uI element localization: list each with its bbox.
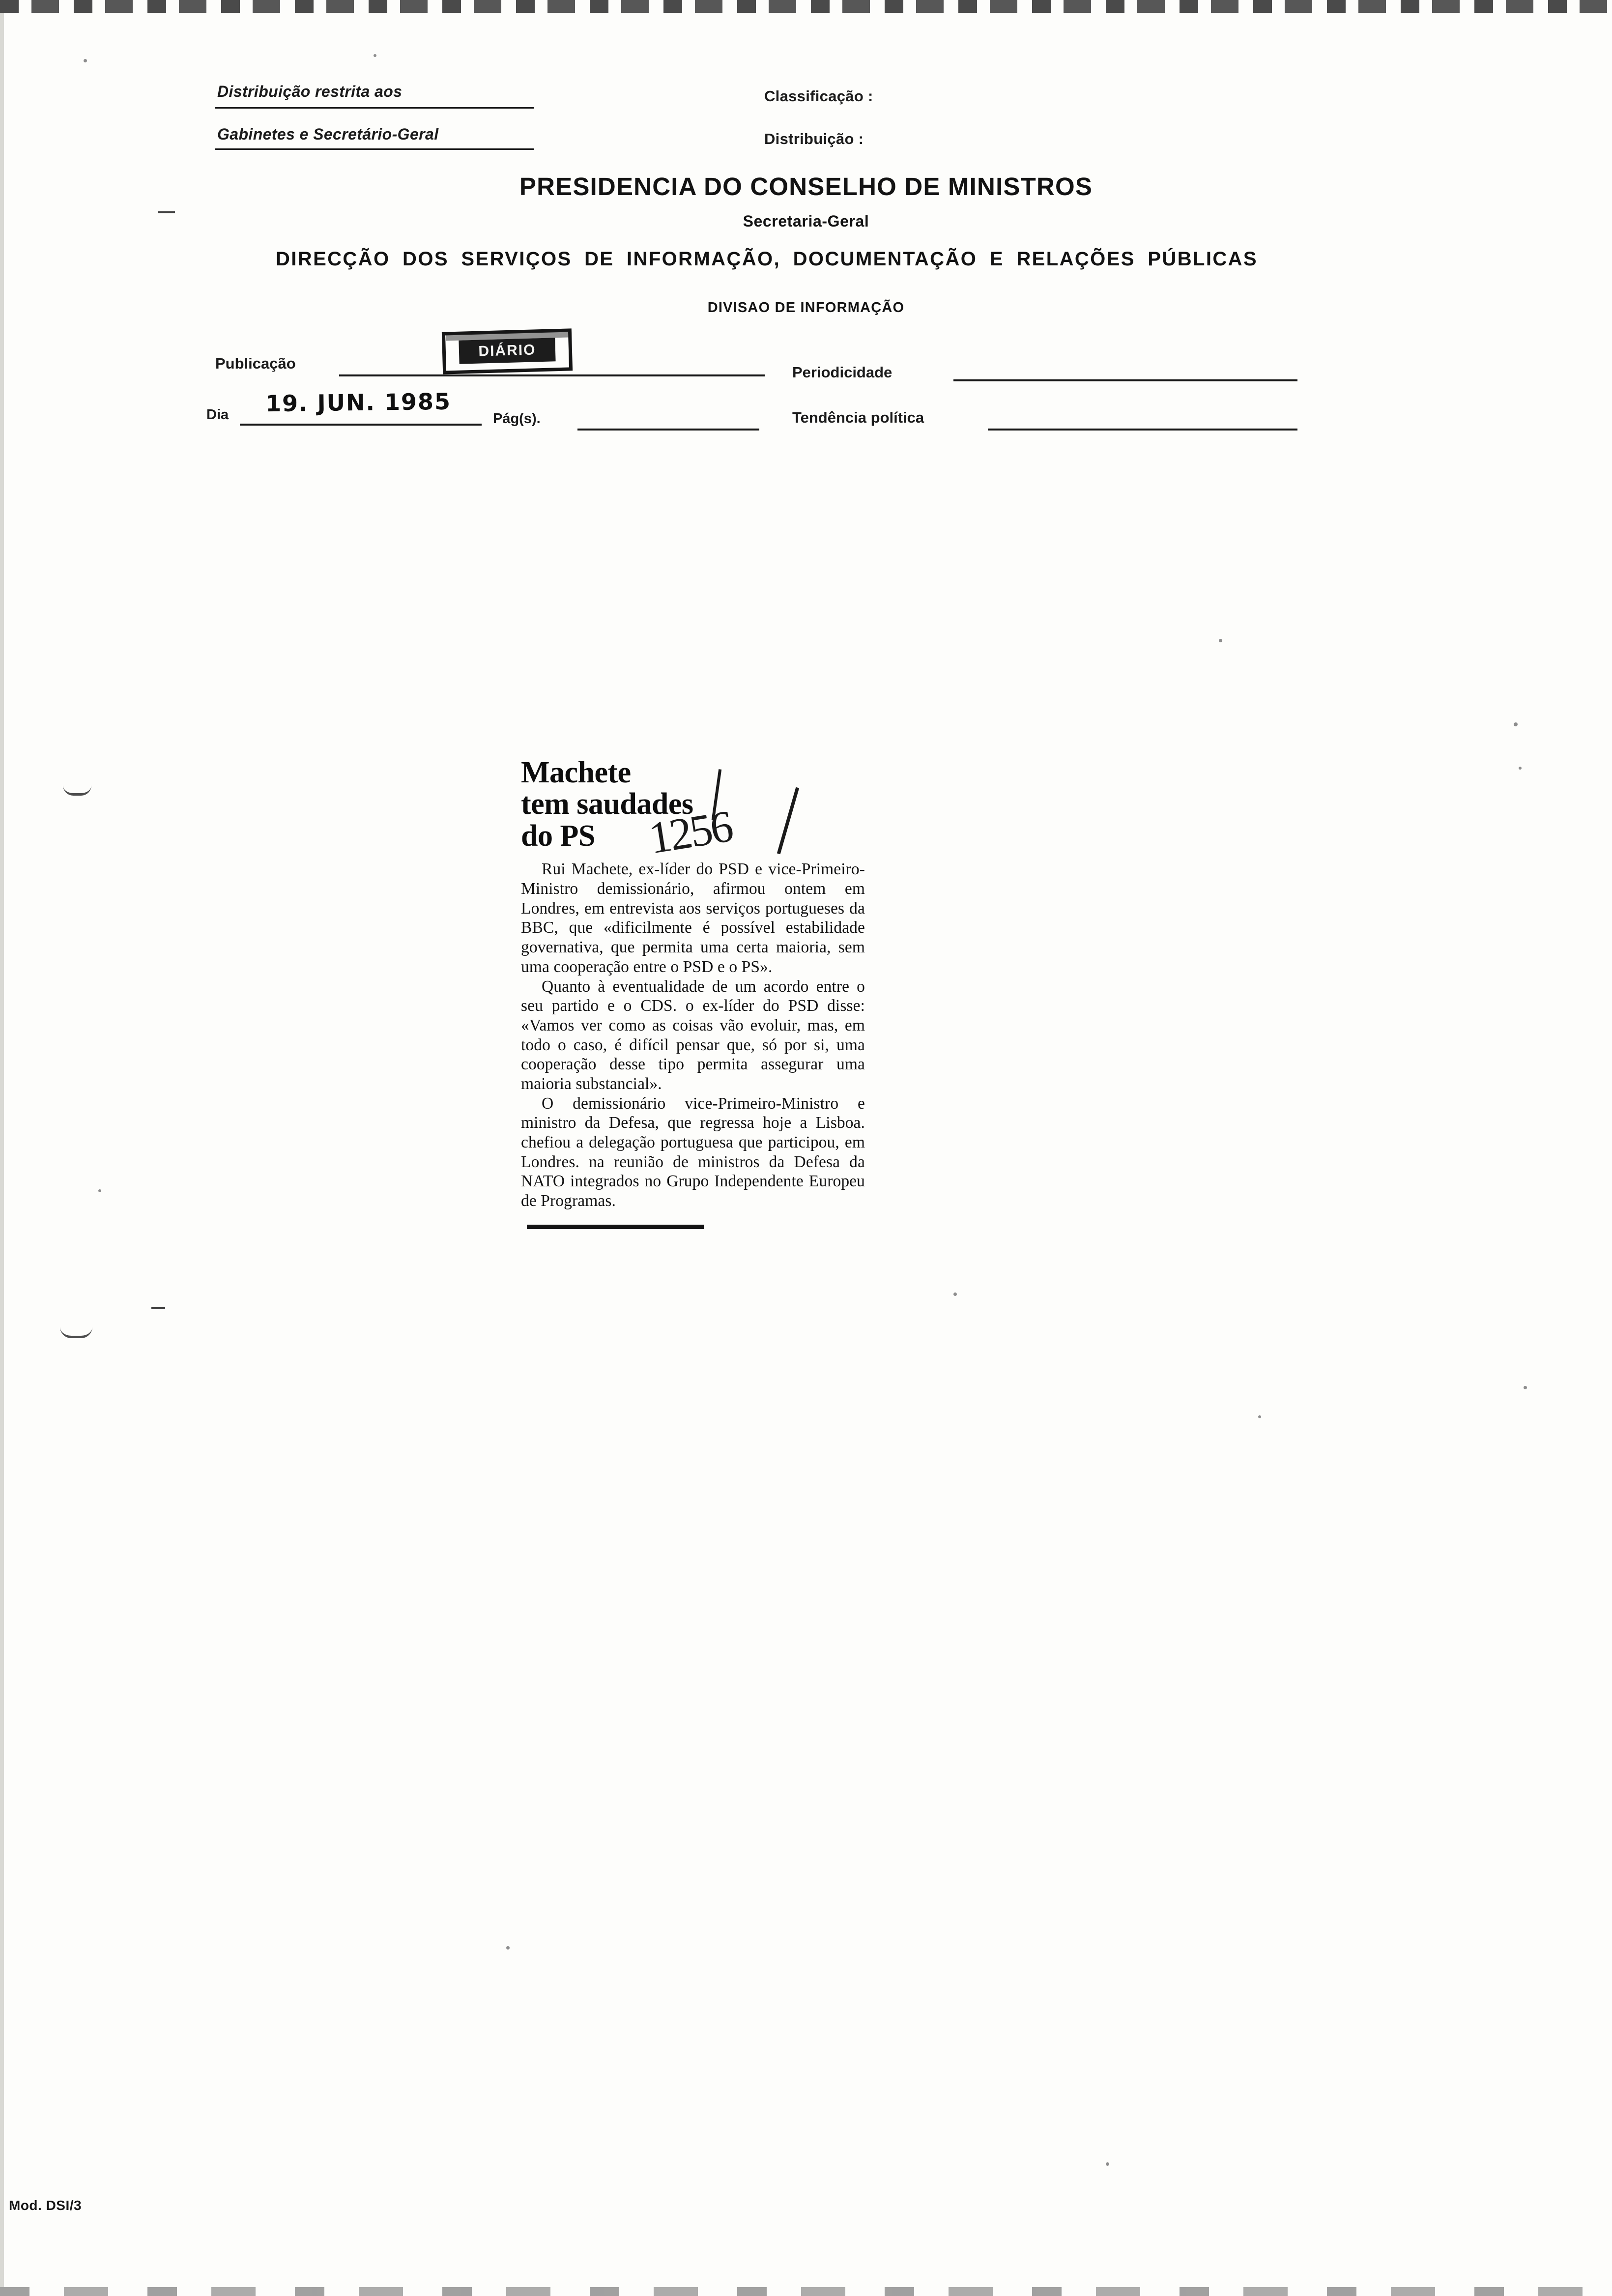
scan-edge-bottom [0,2287,1612,2296]
headline-line-3: do PS [521,819,595,853]
scan-speck [1106,2162,1109,2166]
scan-speck [1524,1386,1527,1389]
distribution-restriction-line-1: Distribuição restrita aos [217,83,403,100]
tendencia-politica-label: Tendência política [792,409,924,426]
scan-speck [506,1946,510,1950]
scan-speck [1519,767,1522,770]
form-code: Mod. DSI/3 [9,2198,82,2213]
periodicidade-label: Periodicidade [792,364,892,381]
dia-field-line [240,424,482,426]
dia-label: Dia [206,407,229,423]
organization-direction: DIRECÇÃO DOS SERVIÇOS DE INFORMAÇÃO, DOCUMENTAÇÃO E RELAÇÕES PÚBLICAS [275,248,1258,270]
distribution-underline-1 [215,107,534,109]
scan-speck [1514,722,1518,726]
periodicidade-field-line [953,379,1297,381]
scan-speck [84,59,87,62]
scan-edge-top [0,0,1612,13]
scan-artifact-dash-lower [151,1307,165,1309]
scan-speck [1258,1415,1261,1418]
clipping-headline [521,757,865,852]
organization-title: PRESIDENCIA DO CONSELHO DE MINISTROS [519,172,1093,201]
scan-speck [1219,639,1222,642]
stamp-text: DIÁRIO [459,338,555,364]
scan-artifact-curve-upper [63,785,91,796]
clipping-body [521,860,865,1210]
scan-speck [953,1292,957,1296]
date-stamp-value: 19. JUN. 1985 [265,388,452,417]
clipping-end-rule [527,1225,704,1229]
clipping-paragraph: O demissionário vice-Primeiro-Ministro e ministro da Defesa, que regressa hoje a Lisboa. chefiou a delegação portuguesa que participou, em Londres. na reunião de ministros da Defesa da NATO integrados no Grupo Independente Europeu de Programas. [521,1094,865,1210]
publicacao-label: Publicação [215,355,296,372]
distribution-underline-2 [215,148,534,150]
scan-artifact-dash-upper [158,211,175,213]
distribuicao-label: Distribuição : [764,130,864,147]
pags-field-line [577,429,759,430]
clipping-paragraph: Rui Machete, ex-líder do PSD e vice-Primeiro-Ministro demissionário, afirmou ontem em Londres, em entrevista aos serviços portugueses da BBC, que «dificilmente é possível estabilidade governativa, que permita uma certa maioria, sem uma cooperação entre o PSD e o PS». [521,860,865,976]
headline-line-2: tem saudades [521,787,693,821]
organization-division: DIVISAO DE INFORMAÇÃO [707,300,905,316]
clipping-paragraph: Quanto à eventualidade de um acordo entre o seu partido e o CDS. o ex-líder do PSD disse: «Vamos ver como as coisas vão evoluir, mas, em todo o caso, é difícil pensar que, só por si, uma cooperação desse tipo permita assegurar uma maioria substancial». [521,977,865,1093]
newspaper-clipping [521,757,865,1229]
classificacao-label: Classificação : [764,87,873,105]
scan-artifact-curve-lower [60,1327,92,1338]
tendencia-politica-field-line [988,429,1297,430]
publicacao-field-line [339,374,765,376]
scan-speck [374,54,376,57]
pags-label: Pág(s). [493,411,541,427]
scan-speck [98,1189,101,1192]
organization-subtitle: Secretaria-Geral [743,212,869,230]
scan-edge-left [0,13,4,2287]
distribution-restriction-line-2: Gabinetes e Secretário-Geral [217,125,439,143]
diario-rubber-stamp [442,328,573,374]
headline-line-1: Machete [521,756,631,789]
handwritten-reference-number: 1256 [645,801,735,863]
